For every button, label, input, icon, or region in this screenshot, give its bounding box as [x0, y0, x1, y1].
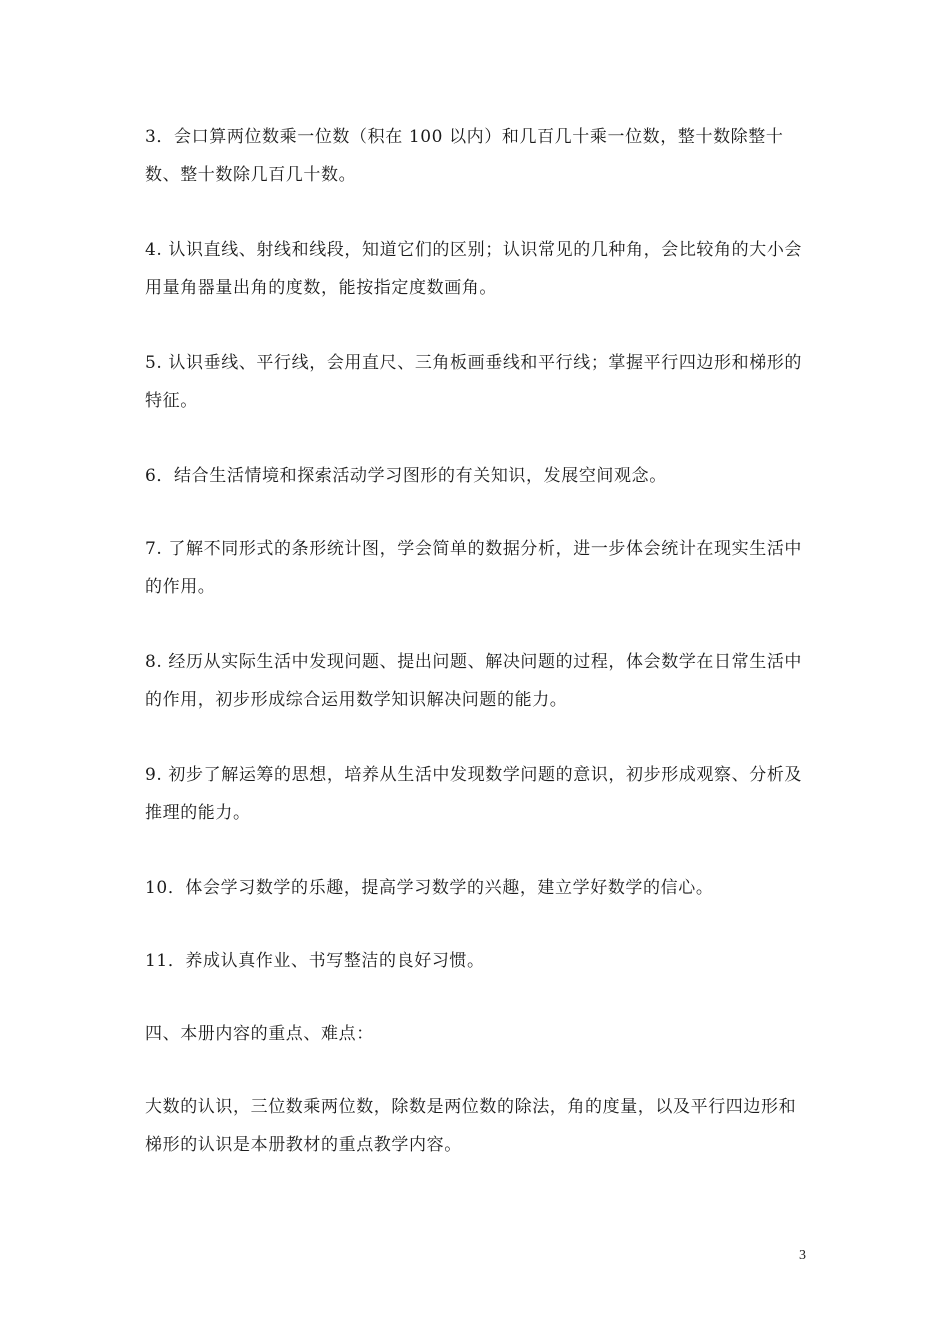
document-body	[145, 118, 810, 1201]
paragraph-item-5: 5. 认识垂线、平行线，会用直尺、三角板画垂线和平行线；掌握平行四边形和梯形的特征。	[145, 353, 803, 411]
section-body: 大数的认识，三位数乘两位数，除数是两位数的除法，角的度量，以及平行四边形和梯形的认识是本册教材的重点教学内容。	[145, 1097, 797, 1155]
paragraph-item-6: 6．结合生活情境和探索活动学习图形的有关知识，发展空间观念。	[145, 466, 667, 486]
page-number: 3	[799, 1248, 806, 1263]
paragraph-item-3: 3．会口算两位数乘一位数（积在 100 以内）和几百几十乘一位数，整十数除整十数、整十数除几百几十数。	[145, 127, 784, 185]
section-heading: 四、本册内容的重点、难点：	[145, 1024, 374, 1044]
paragraph-item-8: 8. 经历从实际生活中发现问题、提出问题、解决问题的过程，体会数学在日常生活中的作用，初步形成综合运用数学知识解决问题的能力。	[145, 652, 803, 710]
paragraph-item-10: 10．体会学习数学的乐趣，提高学习数学的兴趣，建立学好数学的信心。	[145, 878, 714, 898]
paragraph-item-7: 7. 了解不同形式的条形统计图，学会简单的数据分析，进一步体会统计在现实生活中的作用。	[145, 539, 803, 597]
paragraph-item-11: 11．养成认真作业、书写整洁的良好习惯。	[145, 951, 485, 971]
paragraph-item-4: 4. 认识直线、射线和线段，知道它们的区别；认识常见的几种角，会比较角的大小会用量角器量出角的度数，能按指定度数画角。	[145, 240, 803, 298]
paragraph-item-9: 9. 初步了解运筹的思想，培养从生活中发现数学问题的意识，初步形成观察、分析及推理的能力。	[145, 765, 803, 823]
